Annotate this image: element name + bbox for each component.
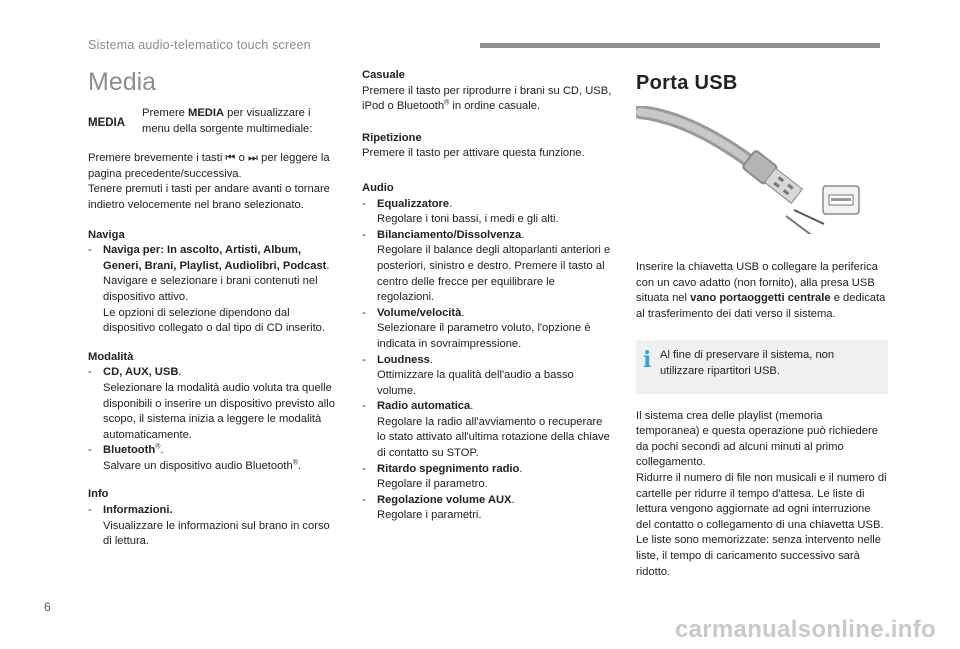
watermark: carmanualsonline.info <box>674 616 936 643</box>
usb-plug-icon <box>636 106 876 234</box>
list-item: - Informazioni. Visualizzare le informazioni sul brano in corso di lettura. <box>88 504 330 548</box>
naviga-heading: Naviga <box>88 228 125 241</box>
skip-paragraph: Premere brevemente i tasti ⏮ o ⏭ per leggere la pagina precedente/successiva. <box>88 152 330 180</box>
list-item: - Volume/velocità. Selezionare il parametro voluto, l'opzione è indicata in sovraimpressione. <box>362 306 591 350</box>
list-item: - Bilanciamento/Dissolvenza. Regolare il balance degli altoparlanti anteriori e posteriori, sinistro e destro. Premere il tasto al centro delle frecce per equilibrare le regolazioni. <box>362 228 611 304</box>
list-item: - Bluetooth®. Salvare un dispositivo audio Bluetooth®. <box>88 443 301 472</box>
modalita-heading: Modalità <box>88 350 134 363</box>
casuale-text: Premere il tasto per riprodurre i brani su CD, USB, iPod o Bluetooth® in ordine casuale. <box>362 84 612 113</box>
media-key-label: MEDIA <box>88 117 126 129</box>
info-text: Al fine di preservare il sistema, non utilizzare ripartitori USB. <box>660 349 835 377</box>
usb-paragraph-1: Inserire la chiavetta USB o collegare la periferica con un cavo adatto (non fornito), alla presa USB situata nel vano portaoggetti centrale e dedicata al trasferimento dei dati verso il sistema. <box>636 261 886 320</box>
media-intro <box>88 106 340 137</box>
previous-track-icon: ⏮ <box>225 152 236 165</box>
page-number: 6 <box>44 600 51 614</box>
list-item: - Radio automatica. Regolare la radio all'avviamento o recuperare lo stato attivato all'ultima rotazione della chiave di contatto su STOP. <box>362 400 610 460</box>
list-item: - Equalizzatore. Regolare i toni bassi, i medi e gli alti. <box>362 197 559 226</box>
next-track-icon: ⏭ <box>247 152 259 165</box>
usb-paragraph-3: Ridurre il numero di file non musicali e il numero di cartelle per ridurre il tempo d'attesa. Le liste di lettura vengono aggiornate ad ogni interruzione del contatto o collegamento di una chiavetta USB. Le liste sono memorizzate: senza intervento nelle liste, il tempo di caricamento successivo sarà ridotto. <box>636 471 887 578</box>
header-title: Sistema audio-telematico touch screen <box>88 38 311 52</box>
info-heading: Info <box>88 488 109 501</box>
info-box <box>636 340 888 393</box>
header-bar <box>480 43 880 48</box>
list-item: - Ritardo spegnimento radio. Regolare il parametro. <box>362 462 523 491</box>
list-item: - Loudness. Ottimizzare la qualità dell'audio a basso volume. <box>362 353 574 397</box>
info-icon: i <box>643 347 652 374</box>
media-title: Media <box>88 68 157 96</box>
media-intro-text: Premere MEDIA per visualizzare i menu della sorgente multimediale: <box>142 107 313 135</box>
usb-paragraph-2: Il sistema crea delle playlist (memoria temporanea) e questa operazione può richiedere da pochi secondi ad alcuni minuti al primo collegamento. <box>636 409 878 469</box>
column-audio <box>362 60 614 524</box>
audio-list <box>362 197 614 524</box>
list-item: - Regolazione volume AUX. Regolare i parametri. <box>362 493 515 522</box>
usb-illustration <box>636 106 888 234</box>
column-usb <box>636 60 888 580</box>
usb-title: Porta USB <box>636 72 738 94</box>
column-media <box>88 60 340 550</box>
ripetizione-heading: Ripetizione <box>362 131 422 144</box>
ripetizione-text: Premere il tasto per attivare questa funzione. <box>362 147 585 160</box>
list-item: - Naviga per: In ascolto, Artisti, Album, Generi, Brani, Playlist, Audiolibri, Podcast. Navigare e selezionare i brani contenuti nel dispositivo attivo. Le opzioni di selezione dipendono dal dispositivo collegato o dal tipo di CD inserito. <box>88 244 330 335</box>
hold-paragraph: Tenere premuti i tasti per andare avanti o tornare indietro velocemente nel brano selezionato. <box>88 183 330 211</box>
audio-heading: Audio <box>362 181 394 194</box>
list-item: - CD, AUX, USB. Selezionare la modalità audio voluta tra quelle disponibili o inserire un dispositivo previsto allo scopo, il sistema inizia a leggere le modalità automaticamente. <box>88 366 335 441</box>
casuale-heading: Casuale <box>362 69 405 81</box>
